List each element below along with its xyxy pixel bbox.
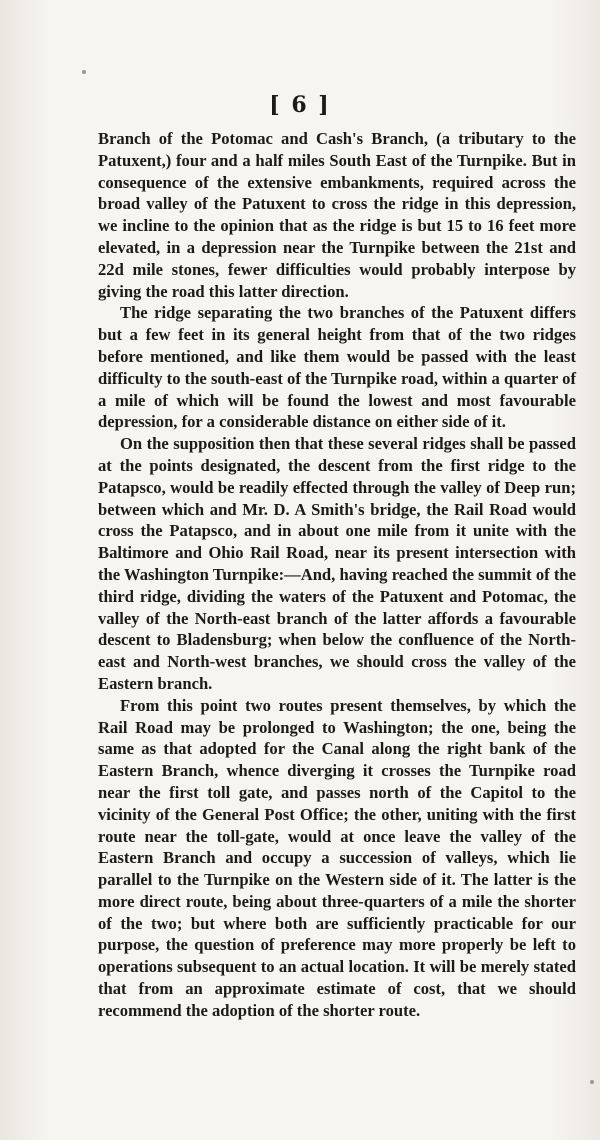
paper-speck [82, 70, 86, 74]
paragraph-2: The ridge separating the two branches of the Patuxent differs but a few feet in its general height from that of the two ridges before mentioned, and like them would be passed with the least difficulty to the south-east of the Turnpike road, within a quarter of a mile of which will be found the lowest and most favourable depression, for a considerable distance on either side of it. [98, 303, 576, 432]
body-text [98, 128, 576, 1022]
paragraph-4: From this point two routes present themselves, by which the Rail Road may be prolonged to Washington; the one, being the same as that adopted for the Canal along the right bank of the Eastern Branch, whence diverging it crosses the Turnpike road near the first toll gate, and passes north of the Capitol to the vicinity of the General Post Office; the other, uniting with the first route near the toll-gate, would at once leave the valley of the Eastern Branch and occupy a succession of valleys, which lie parallel to the Turnpike on the Western side of it. The latter is the more direct route, being about three-quarters of a mile the shorter of the two; but where both are sufficiently practicable for our purpose, the question of preference may more properly be left to operations subsequent to an actual location. It will be merely stated that from an approximate estimate of cost, that we should recommend the adoption of the shorter route. [98, 695, 576, 1020]
page-number: [ 6 ] [269, 92, 331, 118]
paragraph-3: On the supposition then that these several ridges shall be passed at the points designated, the descent from the first ridge to the Patapsco, would be readily effected through the valley of Deep run; between which and Mr. D. A Smith's bridge, the Rail Road would cross the Patapsco, and in about one mile from it unite with the Baltimore and Ohio Rail Road, near its present intersection with the Washington Turnpike:—And, having reached the summit of the third ridge, dividing the waters of the Patuxent and Potomac, the valley of the North-east branch of the latter affords a favourable descent to Bladensburg; when below the confluence of the North-east and North-west branches, we should cross the valley of the Eastern branch. [98, 434, 576, 693]
paper-speck [590, 1080, 594, 1084]
paragraph-1: Branch of the Potomac and Cash's Branch, (a tributary to the Patuxent,) four and a half miles South East of the Turnpike. But in consequence of the extensive embankments, required across the broad valley of the Patuxent to cross the ridge in this depression, we incline to the opinion that as the ridge is but 15 to 16 feet more elevated, in a depression near the Turnpike between the 21st and 22d mile stones, fewer difficulties would probably interpose by giving the road this latter direction. [98, 129, 576, 301]
